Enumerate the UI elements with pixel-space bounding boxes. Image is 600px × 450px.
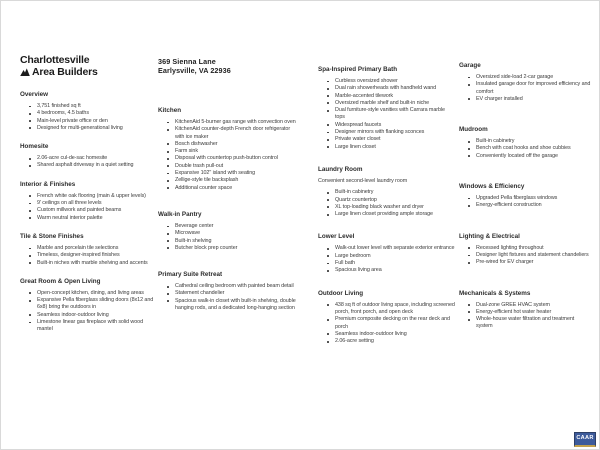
feature-item: [459, 145, 592, 152]
feature-item-text: Built-in cabinetry: [335, 189, 374, 196]
feature-item-text: Designed for multi-generational living: [37, 124, 123, 131]
section-title: Walk-in Pantry: [158, 210, 202, 218]
feature-section: [20, 233, 156, 267]
bullet-icon: [468, 205, 470, 207]
property-address: [158, 57, 298, 75]
feature-item: [318, 107, 456, 122]
feature-list: [318, 302, 456, 346]
bullet-icon: [327, 81, 329, 83]
feature-item-text: KitchenAid counter-depth French door refrigerator with ice maker: [175, 126, 291, 140]
feature-item: [20, 155, 156, 162]
bullet-icon: [29, 322, 31, 324]
feature-item-text: Dual furniture-style vanities with Carrara marble tops: [335, 107, 445, 121]
feature-list: [459, 195, 592, 210]
feature-item-text: Walk-out lower level with separate exterior entrance: [335, 245, 455, 252]
bullet-icon: [29, 158, 31, 160]
feature-section: [318, 66, 456, 151]
bullet-icon: [167, 240, 169, 242]
section-intro: Convenient second-level laundry room: [318, 177, 408, 184]
bullet-icon: [167, 293, 169, 295]
feature-item: [459, 259, 592, 266]
bullet-icon: [468, 311, 470, 313]
bullet-icon: [327, 192, 329, 194]
bullet-icon: [167, 143, 169, 145]
feature-item-text: EV charger installed: [476, 95, 523, 102]
bullet-icon: [327, 333, 329, 335]
feature-item: [318, 85, 456, 92]
feature-item: [20, 319, 156, 334]
feature-item-text: Seamless indoor-outdoor living: [335, 330, 407, 337]
bullet-icon: [167, 187, 169, 189]
feature-item: [459, 74, 592, 81]
feature-item-text: Dual-zone GREE HVAC system: [476, 301, 550, 308]
section-title: Mechanicals & Systems: [459, 289, 531, 297]
feature-item: [158, 230, 298, 237]
bullet-icon: [468, 141, 470, 143]
bullet-icon: [327, 304, 329, 306]
bullet-icon: [468, 98, 470, 100]
feature-item: [158, 185, 298, 192]
feature-section: [318, 290, 456, 346]
feature-item: [318, 100, 456, 107]
feature-list: [20, 155, 156, 170]
feature-item: [459, 195, 592, 202]
section-title: Primary Suite Retreat: [158, 271, 223, 279]
feature-item-text: Oversized side-load 2-car garage: [476, 74, 554, 80]
section-title: Kitchen: [158, 107, 182, 114]
bullet-icon: [327, 341, 329, 343]
bullet-icon: [29, 165, 31, 167]
bullet-icon: [167, 122, 169, 124]
feature-item: [20, 125, 156, 132]
feature-item: [158, 223, 298, 230]
bullet-icon: [327, 132, 329, 134]
feature-item-text: Expansive Pella fiberglass sliding doors (8x12 and 6x8) bring the outdoors in: [37, 297, 154, 311]
feature-item-text: Energy-efficient hot water heater: [476, 308, 552, 315]
bullet-icon: [29, 106, 31, 108]
feature-item: [318, 78, 456, 85]
feature-item: [20, 297, 156, 312]
feature-item: [158, 148, 298, 155]
caar-logo: [574, 432, 596, 447]
feature-item: [20, 207, 156, 214]
feature-item-text: 2.06-acre cul-de-sac homesite: [37, 155, 108, 162]
feature-item-text: Designer mirrors with flanking sconces: [335, 129, 425, 136]
feature-item: [459, 302, 592, 309]
feature-item: [20, 110, 156, 117]
feature-item-text: 9' ceilings on all three levels: [37, 200, 102, 207]
bullet-icon: [327, 214, 329, 216]
feature-item: [20, 260, 156, 267]
feature-list: [158, 283, 298, 312]
feature-item: [459, 316, 592, 331]
column-1: [20, 55, 156, 345]
feature-item-text: Bosch dishwasher: [175, 140, 218, 147]
bullet-icon: [167, 226, 169, 228]
section-title: Windows & Efficiency: [459, 183, 525, 191]
feature-item-text: 2.06-acre setting: [335, 338, 374, 345]
feature-item: [459, 252, 592, 259]
feature-item: [318, 189, 456, 196]
mountain-icon: [20, 68, 30, 76]
feature-list: [20, 193, 156, 222]
bullet-icon: [29, 195, 31, 197]
feature-section: [318, 233, 456, 274]
bullet-icon: [29, 120, 31, 122]
feature-item-text: Spacious walk-in closet with built-in shelving, double hanging rods, and a dedicated long-hanging section: [175, 297, 296, 312]
feature-item: [158, 298, 298, 313]
bullet-icon: [327, 263, 329, 265]
feature-item-text: Conveniently located off the garage: [476, 152, 558, 159]
feature-item: [158, 155, 298, 162]
feature-item-text: Marble-accented tilework: [335, 92, 394, 99]
section-title: Tile & Stone Finishes: [20, 232, 84, 240]
bullet-icon: [468, 148, 470, 150]
feature-list: [459, 245, 592, 267]
feature-item-text: Quartz countertop: [335, 196, 377, 203]
feature-section: [158, 211, 298, 252]
section-title: Garage: [459, 62, 481, 69]
feature-section: [20, 91, 156, 132]
bullet-icon: [29, 300, 31, 302]
bullet-icon: [29, 210, 31, 212]
feature-item: [158, 170, 298, 177]
feature-section: [20, 181, 156, 222]
feature-item: [318, 316, 456, 331]
feature-list: [318, 78, 456, 151]
feature-item-text: Seamless indoor-outdoor living: [37, 311, 109, 318]
feature-item-text: Cathedral ceiling bedroom with painted beam detail: [175, 283, 294, 290]
section-title: Great Room & Open Living: [20, 277, 101, 285]
bullet-icon: [468, 255, 470, 257]
feature-item-text: Upgraded Pella fiberglass windows: [476, 195, 558, 202]
feature-item: [158, 238, 298, 245]
feature-item-text: Bench with coat hooks and shoe cubbies: [476, 145, 571, 152]
feature-item: [318, 302, 456, 317]
bullet-icon: [167, 180, 169, 182]
feature-item: [318, 260, 456, 267]
bullet-icon: [167, 165, 169, 167]
feature-item-text: Whole-house water filtration and treatment system: [476, 316, 575, 330]
section-title: Lower Level: [318, 233, 355, 241]
feature-item: [318, 204, 456, 211]
feature-item-text: Spacious living area: [335, 267, 382, 274]
feature-item: [459, 309, 592, 316]
feature-item-text: Full bath: [335, 260, 355, 267]
feature-item: [318, 136, 456, 143]
feature-section: [318, 166, 456, 218]
feature-item-text: Disposal with countertop push-button control: [175, 155, 278, 162]
bullet-icon: [327, 124, 329, 126]
bullet-icon: [167, 151, 169, 153]
feature-section: [459, 62, 592, 103]
feature-list: [20, 290, 156, 334]
bullet-icon: [327, 102, 329, 104]
feature-item-text: XL top-loading black washer and dryer: [335, 203, 424, 210]
feature-item: [459, 202, 592, 209]
section-title: Spa-Inspired Primary Bath: [318, 66, 398, 73]
feature-item: [20, 252, 156, 259]
feature-item: [20, 245, 156, 252]
feature-item: [20, 290, 156, 297]
bullet-icon: [468, 247, 470, 249]
feature-item: [318, 253, 456, 260]
feature-item: [158, 177, 298, 184]
feature-item: [318, 331, 456, 338]
feature-item-text: Built-in niches with marble shelving and accents: [37, 259, 148, 266]
feature-list: [459, 138, 592, 160]
feature-list: [20, 103, 156, 132]
bullet-icon: [468, 319, 470, 321]
builder-logo-line2: [20, 67, 156, 79]
bullet-icon: [29, 248, 31, 250]
address-line1: 369 Sienna Lane: [158, 57, 216, 66]
section-title: Overview: [20, 91, 49, 98]
feature-item: [318, 129, 456, 136]
feature-item-text: Timeless, designer-inspired finishes: [37, 252, 120, 259]
bullet-icon: [167, 233, 169, 235]
section-title: Interior & Finishes: [20, 180, 76, 188]
bullet-icon: [327, 139, 329, 141]
feature-list: [318, 245, 456, 274]
feature-section: [20, 143, 156, 170]
address-line2: Earlysville, VA 22936: [158, 66, 231, 75]
bullet-icon: [468, 77, 470, 79]
feature-item-text: KitchenAid 5-burner gas range with convection oven: [175, 119, 296, 125]
feature-item: [20, 312, 156, 319]
feature-item: [158, 163, 298, 170]
feature-item-text: 3,751 finished sq ft: [37, 103, 81, 109]
feature-item-text: Beverage center: [175, 222, 214, 229]
feature-section: [20, 278, 156, 334]
feature-item: [158, 141, 298, 148]
feature-item: [318, 197, 456, 204]
feature-section: [459, 290, 592, 331]
feature-item: [318, 338, 456, 345]
bullet-icon: [327, 255, 329, 257]
column-3: [318, 66, 456, 360]
feature-item: [459, 96, 592, 103]
feature-list: [459, 74, 592, 103]
bullet-icon: [29, 262, 31, 264]
bullet-icon: [327, 95, 329, 97]
feature-item: [158, 119, 298, 126]
feature-section: [158, 107, 298, 192]
feature-item: [20, 118, 156, 125]
feature-item-text: Built-in cabinetry: [476, 138, 515, 145]
bullet-icon: [468, 262, 470, 264]
feature-item-text: Shared asphalt driveway in a quiet setting: [37, 162, 134, 169]
column-2: [158, 57, 298, 331]
feature-item-text: Open-concept kitchen, dining, and living areas: [37, 289, 144, 296]
feature-section: [158, 271, 298, 312]
feature-item: [459, 245, 592, 252]
feature-item: [20, 162, 156, 169]
bullet-icon: [468, 304, 470, 306]
section-title: Lighting & Electrical: [459, 232, 520, 240]
feature-item: [318, 211, 456, 218]
feature-item: [459, 81, 592, 96]
feature-item: [318, 267, 456, 274]
bullet-icon: [327, 146, 329, 148]
feature-item: [158, 126, 298, 141]
bullet-icon: [327, 88, 329, 90]
feature-list: [158, 223, 298, 252]
bullet-icon: [29, 292, 31, 294]
feature-section: [459, 233, 592, 267]
bullet-icon: [327, 206, 329, 208]
bullet-icon: [327, 270, 329, 272]
section-title: Homesite: [20, 143, 49, 151]
builder-logo-line1: Charlottesville: [20, 54, 90, 66]
bullet-icon: [468, 198, 470, 200]
section-title: Mudroom: [459, 126, 488, 134]
feature-item-text: Farm sink: [175, 148, 198, 155]
section-title: Laundry Room: [318, 165, 363, 173]
feature-item: [318, 144, 456, 151]
feature-item-text: 438 sq ft of outdoor living space, including screened porch, front porch, and open deck: [335, 301, 455, 315]
column-4: [459, 62, 592, 354]
bullet-icon: [29, 113, 31, 115]
feature-item: [20, 103, 156, 110]
feature-item-text: Pre-wired for EV charger: [476, 259, 534, 266]
feature-item-text: Curbless oversized shower: [335, 78, 398, 84]
caar-logo-text: CAAR: [576, 435, 594, 441]
feature-item-text: Additional counter space: [175, 184, 233, 191]
feature-item: [158, 245, 298, 252]
feature-section: [459, 126, 592, 160]
feature-item-text: Limestone linear gas fireplace with solid wood mantel: [37, 319, 143, 333]
bullet-icon: [29, 255, 31, 257]
section-title: Outdoor Living: [318, 289, 364, 297]
feature-list: [459, 302, 592, 331]
bullet-icon: [167, 173, 169, 175]
feature-item-text: Private water closet: [335, 136, 381, 143]
feature-item-text: 4 bedrooms, 4.5 baths: [37, 110, 89, 117]
bullet-icon: [167, 158, 169, 160]
bullet-icon: [29, 217, 31, 219]
builder-logo: [20, 55, 156, 78]
feature-item-text: Expansive 102" island with seating: [175, 170, 256, 177]
feature-item-text: Custom millwork and painted beams: [37, 207, 122, 214]
feature-list: [20, 245, 156, 267]
bullet-icon: [327, 110, 329, 112]
feature-item-text: Widespread faucets: [335, 121, 382, 128]
feature-section: [459, 183, 592, 210]
feature-item-text: Large linen closet providing ample storage: [335, 211, 433, 218]
feature-item: [158, 283, 298, 290]
feature-item-text: Marble and porcelain tile selections: [37, 244, 119, 251]
bullet-icon: [29, 203, 31, 205]
bullet-icon: [327, 248, 329, 250]
feature-item-text: Recessed lighting throughout: [476, 244, 544, 251]
feature-item-text: Premium composite decking on the rear deck and porch: [335, 316, 450, 330]
feature-item-text: Zellige-style tile backsplash: [175, 177, 239, 184]
bullet-icon: [468, 155, 470, 157]
feature-item-text: Built-in shelving: [175, 237, 212, 244]
bullet-icon: [167, 286, 169, 288]
feature-item: [158, 290, 298, 297]
bullet-icon: [167, 247, 169, 249]
feature-item-text: Designer light fixtures and statement chandeliers: [476, 251, 589, 258]
bullet-icon: [29, 314, 31, 316]
feature-item: [459, 153, 592, 160]
bullet-icon: [29, 127, 31, 129]
bullet-icon: [468, 84, 470, 86]
feature-item: [20, 200, 156, 207]
feature-item: [20, 193, 156, 200]
feature-item: [318, 122, 456, 129]
feature-item-text: Dual rain showerheads with handheld wand: [335, 85, 437, 92]
bullet-icon: [167, 129, 169, 131]
feature-list: [158, 119, 298, 192]
bullet-icon: [327, 199, 329, 201]
feature-item-text: Double trash pull-out: [175, 162, 224, 169]
feature-item: [318, 93, 456, 100]
feature-item-text: Microwave: [175, 230, 201, 237]
feature-item-text: Insulated garage door for improved efficiency and comfort: [476, 81, 591, 95]
builder-logo-line2-text: Area Builders: [32, 65, 98, 78]
feature-item-text: Main-level private office or den: [37, 117, 108, 124]
feature-item: [20, 215, 156, 222]
feature-item-text: Butcher block prep counter: [175, 244, 238, 251]
feature-item-text: Oversized marble shelf and built-in niche: [335, 99, 430, 106]
feature-item-text: French white oak flooring (main & upper levels): [37, 192, 146, 199]
feature-item-text: Large linen closet: [335, 143, 376, 150]
feature-item-text: Warm neutral interior palette: [37, 214, 103, 221]
feature-item: [459, 138, 592, 145]
bullet-icon: [327, 319, 329, 321]
feature-item-text: Statement chandelier: [175, 290, 225, 297]
feature-item-text: Energy-efficient construction: [476, 202, 542, 209]
feature-list: [318, 189, 456, 218]
feature-item: [318, 245, 456, 252]
bullet-icon: [167, 300, 169, 302]
feature-item-text: Large bedroom: [335, 252, 371, 259]
